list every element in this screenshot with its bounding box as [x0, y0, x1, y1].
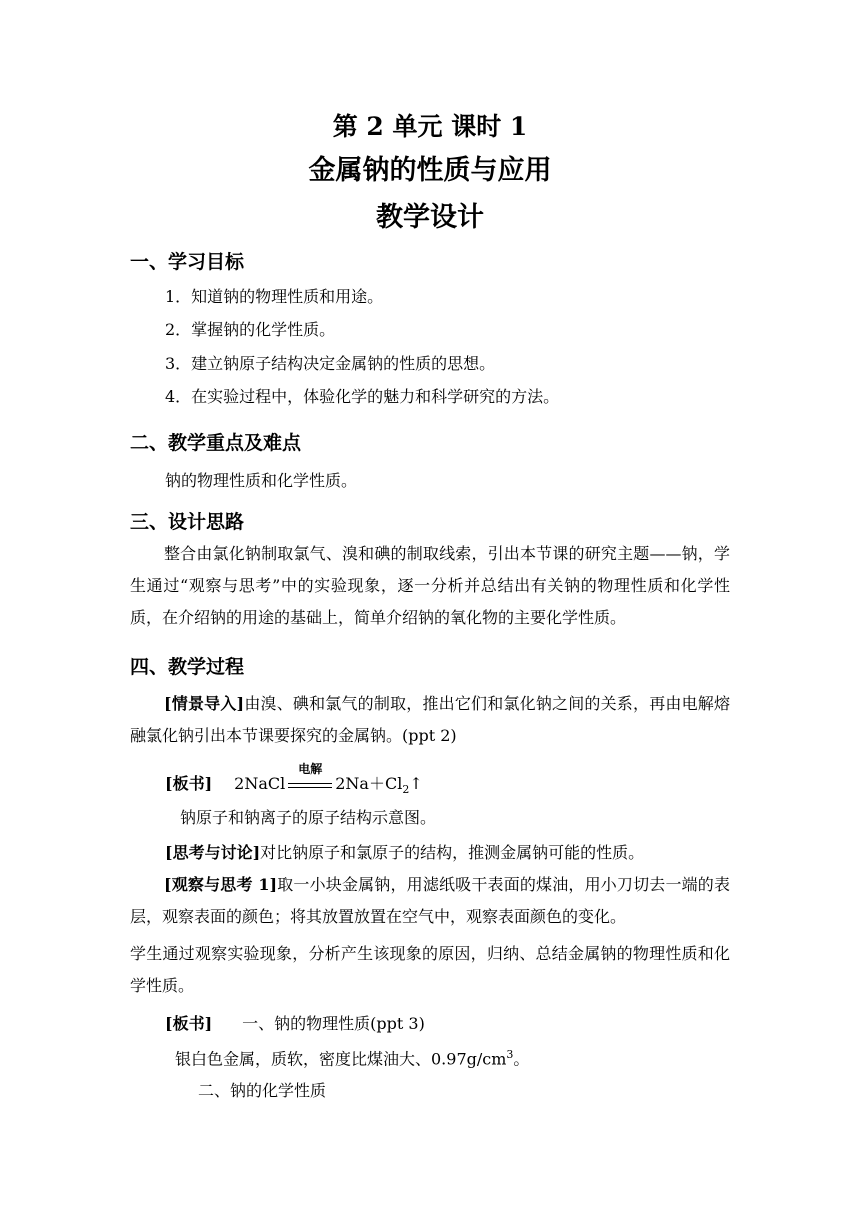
physical-properties-heading: 一、钠的物理性质(ppt 3) — [242, 1014, 425, 1033]
equation-equals-line-top — [288, 783, 332, 784]
scene-intro-paragraph — [130, 688, 730, 752]
equation-equals-line-bottom — [288, 787, 332, 788]
section-heading-objectives: 一、学习目标 — [130, 251, 245, 273]
physical-properties-text — [175, 1048, 529, 1070]
objective-item-1: 1．知道钠的物理性质和用途。 — [165, 287, 384, 306]
equation-subscript: 2 — [402, 783, 410, 797]
physical-properties-end: 。 — [513, 1049, 530, 1069]
board-label-1: [板书] — [165, 774, 213, 793]
student-analysis-paragraph: 学生通过观察实验现象，分析产生该现象的原因，归纳、总结金属钠的物理性质和化学性质。 — [130, 944, 730, 995]
section-heading-design-idea: 三、设计思路 — [130, 511, 245, 533]
structure-diagram-text: 钠原子和钠离子的原子结构示意图。 — [180, 808, 437, 827]
key-points-text: 钠的物理性质和化学性质。 — [165, 471, 358, 490]
equation-condition — [286, 761, 334, 792]
board-physical-line — [165, 1014, 425, 1035]
chemical-properties-heading: 二、钠的化学性质 — [198, 1081, 327, 1100]
discussion-text: 对比钠原子和氯原子的结构，推测金属钠可能的性质。 — [260, 843, 645, 862]
section-heading-key-points: 二、教学重点及难点 — [130, 432, 302, 454]
design-title: 教学设计 — [376, 202, 484, 233]
scene-intro-text: 由溴、碘和氯气的制取，推出它们和氯化钠之间的关系，再由电解熔融氯化钠引出本节课要探究的金属钠。(ppt 2) — [130, 694, 730, 745]
equation-gas-arrow: ↑ — [409, 774, 423, 793]
observation-label: [观察与思考 1] — [164, 875, 278, 894]
electrolysis-equation — [234, 761, 423, 797]
observation-paragraph — [130, 869, 730, 933]
unit-lesson-title: 第 2 单元 课时 1 — [332, 112, 528, 141]
board-label-2: [板书] — [165, 1014, 213, 1033]
density-unit-superscript: 3 — [506, 1048, 514, 1061]
equation-reactant: 2NaCl — [234, 774, 286, 793]
observation-text: 取一小块金属钠，用滤纸吸干表面的煤油，用小刀切去一端的表层，观察表面的颜色；将其放置放置在空气中，观察表面颜色的变化。 — [130, 875, 730, 926]
section-heading-teaching-process: 四、教学过程 — [130, 656, 245, 678]
scene-intro-label: [情景导入] — [164, 694, 245, 713]
objective-item-4: 4．在实验过程中，体验化学的魅力和科学研究的方法。 — [165, 387, 560, 406]
board-equation-line — [165, 761, 423, 797]
design-idea-text: 整合由氯化钠制取氯气、溴和碘的制取线索，引出本节课的研究主题——钠，学生通过“观察与思考”中的实验现象，逐一分析并总结出有关钠的物理性质和化学性质，在介绍钠的用途的基础上，简单介绍钠的氧化物的主要化学性质。 — [130, 544, 730, 627]
discussion-line — [165, 843, 644, 864]
topic-title: 金属钠的性质与应用 — [308, 155, 552, 186]
objective-item-3: 3．建立钠原子结构决定金属钠的性质的思想。 — [165, 354, 496, 373]
equation-product: 2Na＋Cl — [335, 774, 403, 793]
objective-item-2: 2．掌握钠的化学性质。 — [165, 320, 336, 339]
discussion-label: [思考与讨论] — [165, 843, 261, 862]
equation-condition-label: 电解 — [298, 761, 323, 776]
physical-properties-desc: 银白色金属，质软，密度比煤油大、0.97g/cm — [175, 1049, 507, 1069]
